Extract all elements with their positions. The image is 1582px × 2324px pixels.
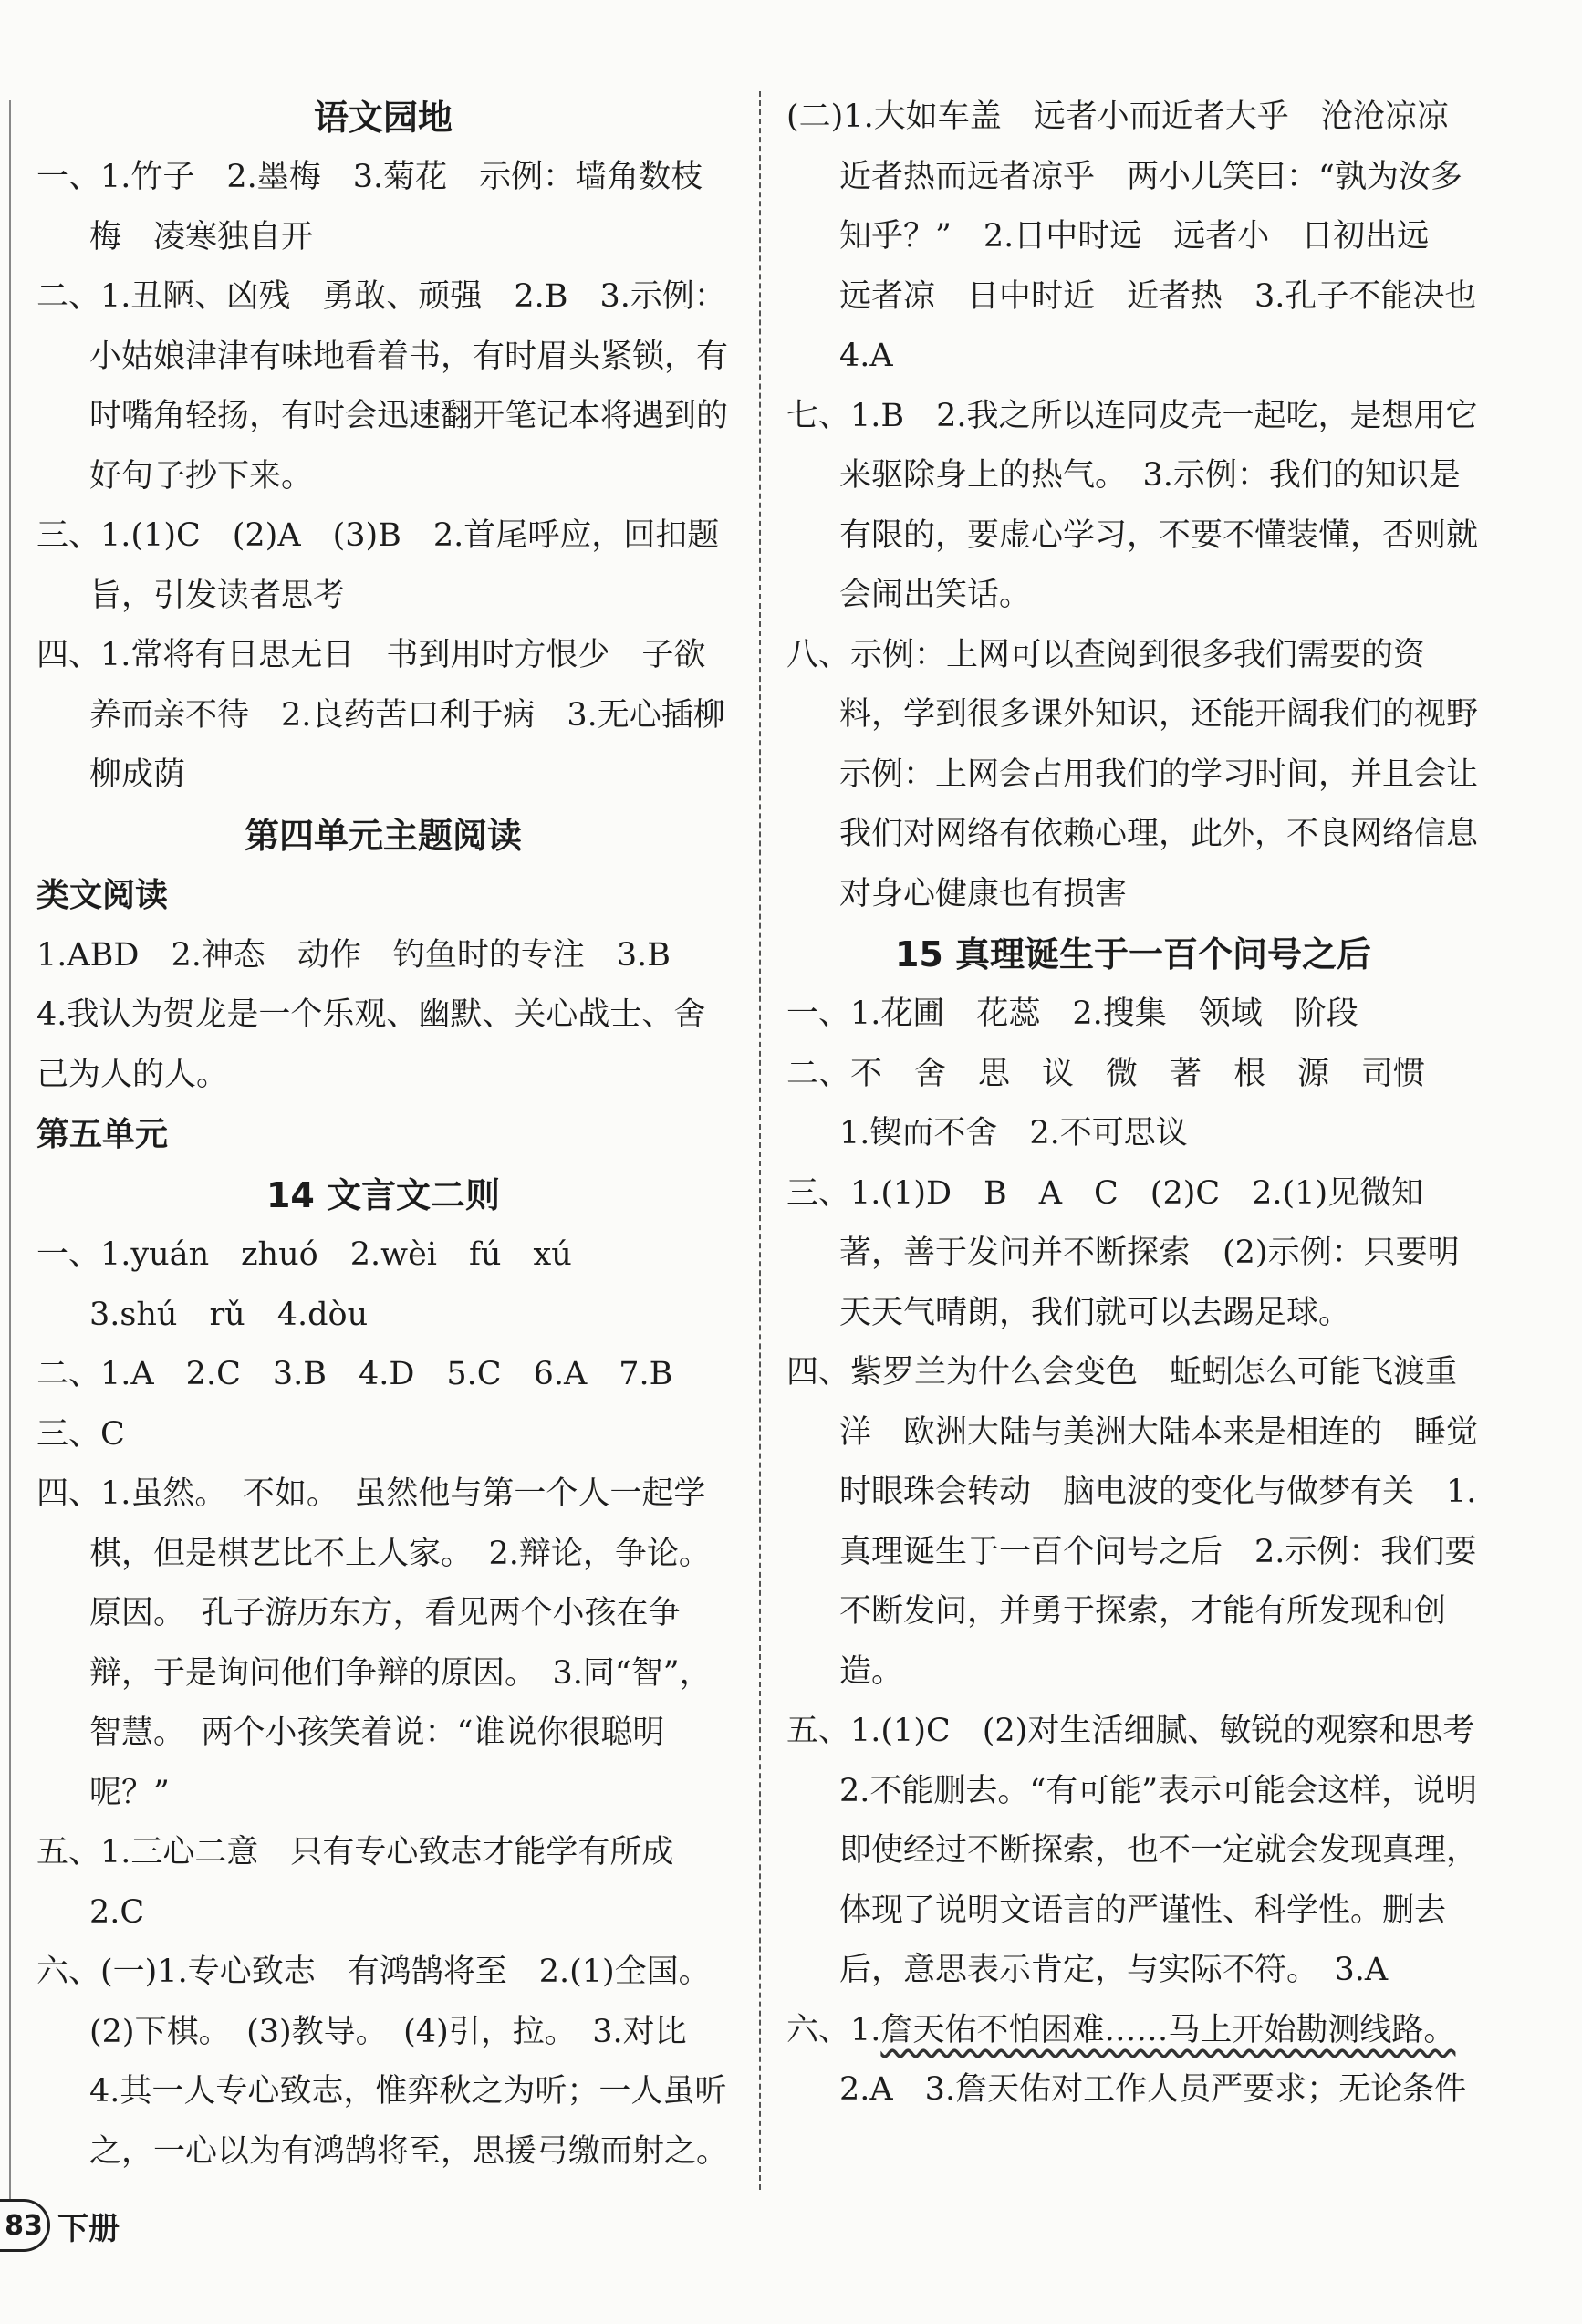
heading-unit4-reading: 第四单元主题阅读	[244, 815, 522, 856]
answer-item: 3.shú rǔ 4.dòu	[89, 1296, 369, 1333]
page-number-badge: 83	[0, 2199, 50, 2252]
heading-yuwen-yuandi: 语文园地	[313, 98, 453, 138]
answer-item: 二、不 舍 思 议 微 著 根 源 司惯 1.锲而不舍 2.不可思议	[786, 1055, 1458, 1152]
right-column	[786, 88, 1511, 2121]
answer-item: 二、1.A 2.C 3.B 4.D 5.C 6.A 7.B	[36, 1356, 673, 1392]
answer-item: 四、1.虽然。 不如。 虽然他与第一个人一起学棋，但是棋艺比不上人家。 2.辩论，争论。 原因。 孔子游历东方，看见两个小孩在争辩，于是询问他们争辩的原因。 3.同“智”，智慧。 两个小孩笑着说：“谁说你很聪明呢？”	[36, 1475, 727, 1811]
page-edge-line	[9, 100, 11, 2199]
answer-item: 四、1.常将有日思无日 书到用时方恨少 子欲养而亲不待 2.良药苦口利于病 3.无心插柳柳成荫	[36, 637, 725, 793]
answer-item: 四、紫罗兰为什么会变色 蚯蚓怎么可能飞渡重洋 欧洲大陆与美洲大陆本来是相连的 睡觉时眼珠会转动 脑电波的变化与做梦有关 1.真理诞生于一百个问号之后 2.示例：我们要不断发问，并勇于探索，才能有所发现和创造。	[786, 1354, 1479, 1690]
answer-item: 三、1.(1)D B A C (2)C 2.(1)见微知著，善于发问并不断探索 (2)示例：只要明天天气晴朗，我们就可以去踢足球。	[786, 1174, 1460, 1331]
left-column	[36, 88, 730, 2182]
answer-item: 五、1.三心二意 只有专心致志才能学有所成 2.C	[36, 1834, 706, 1931]
answer-item: 五、1.(1)C (2)对生活细腻、敏锐的观察和思考 2.不能删去。“有可能”表示可能会这样，说明即使经过不断探索，也不一定就会发现真理，体现了说明文语言的严谨性、科学性。删去后，意思表示肯定，与实际不符。 3.A	[786, 1713, 1507, 1988]
column-divider	[759, 91, 761, 2190]
answer-item: 二、1.丑陋、凶残 勇敢、顽强 2.B 3.示例：小姑娘津津有味地看着书，有时眉头紧锁，有时嘴角轻扬，有时会迅速翻开笔记本将遇到的好句子抄下来。	[36, 278, 729, 495]
answer-item: 一、1.竹子 2.墨梅 3.菊花 示例：墙角数枝梅 凌寒独自开	[36, 159, 703, 255]
answer-continuation: 2.A 3.詹天佑对工作人员严要求；无论条件	[839, 2071, 1467, 2108]
answer-item: 七、1.B 2.我之所以连同皮壳一起吃，是想用它来驱除身上的热气。 3.示例：我们的知识是有限的，要虚心学习，不要不懂装懂，否则就会闹出笑话。	[786, 397, 1479, 613]
answer-item: 三、1.(1)C (2)A (3)B 2.首尾呼应，回扣题旨，引发读者思考	[36, 517, 720, 614]
answer-item: 一、1.花圃 花蕊 2.搜集 领域 阶段	[786, 995, 1358, 1032]
answer-item: 三、C	[36, 1415, 125, 1453]
answer-prefix: 六、1.	[786, 2011, 881, 2048]
heading-lesson14: 14 文言文二则	[265, 1175, 501, 1215]
answer-item: 八、示例：上网可以查阅到很多我们需要的资料，学到很多课外知识，还能开阔我们的视野 示例：上网会占用我们的学习时间，并且会让我们对网络有依赖心理，此外，不良网络信息对身心健康也有损害	[786, 636, 1511, 912]
wavy-underlined-answer: 詹天佑不怕困难……马上开始勘测线路。	[880, 2011, 1456, 2048]
answer-item: 4.我认为贺龙是一个乐观、幽默、关心战士、舍己为人的人。	[36, 996, 706, 1093]
answer-item: 1.ABD 2.神态 动作 钓鱼时的专注 3.B	[36, 936, 671, 974]
volume-label: 下册	[57, 2210, 120, 2247]
answer-item: (二)1.大如车盖 远者小而近者大乎 沧沧凉凉 近者热而远者凉乎 两小儿笑曰：“孰为汝多知乎？” 2.日中时远 远者小 日初出远 远者凉 日中时近 近者热 3.孔子不能决也 4.A	[786, 99, 1509, 374]
answer-item: 一、1.yuán zhuó 2.wèi fú xú	[36, 1236, 572, 1273]
answer-item	[786, 2001, 1480, 2121]
page-footer	[0, 2194, 120, 2257]
answer-item: 六、(一)1.专心致志 有鸿鹄将至 2.(1)全国。(2)下棋。 (3)教导。 (4)引，拉。 3.对比 4.其一人专心致志，惟弈秋之为听；一人虽听之，一心以为有鸿鹄将至，思援弓缴而射之。	[36, 1954, 729, 2170]
subheading-leiwen: 类文阅读	[36, 876, 169, 914]
subheading-unit5: 第五单元	[36, 1116, 169, 1153]
heading-lesson15: 15 真理诞生于一百个问号之后	[894, 934, 1372, 974]
